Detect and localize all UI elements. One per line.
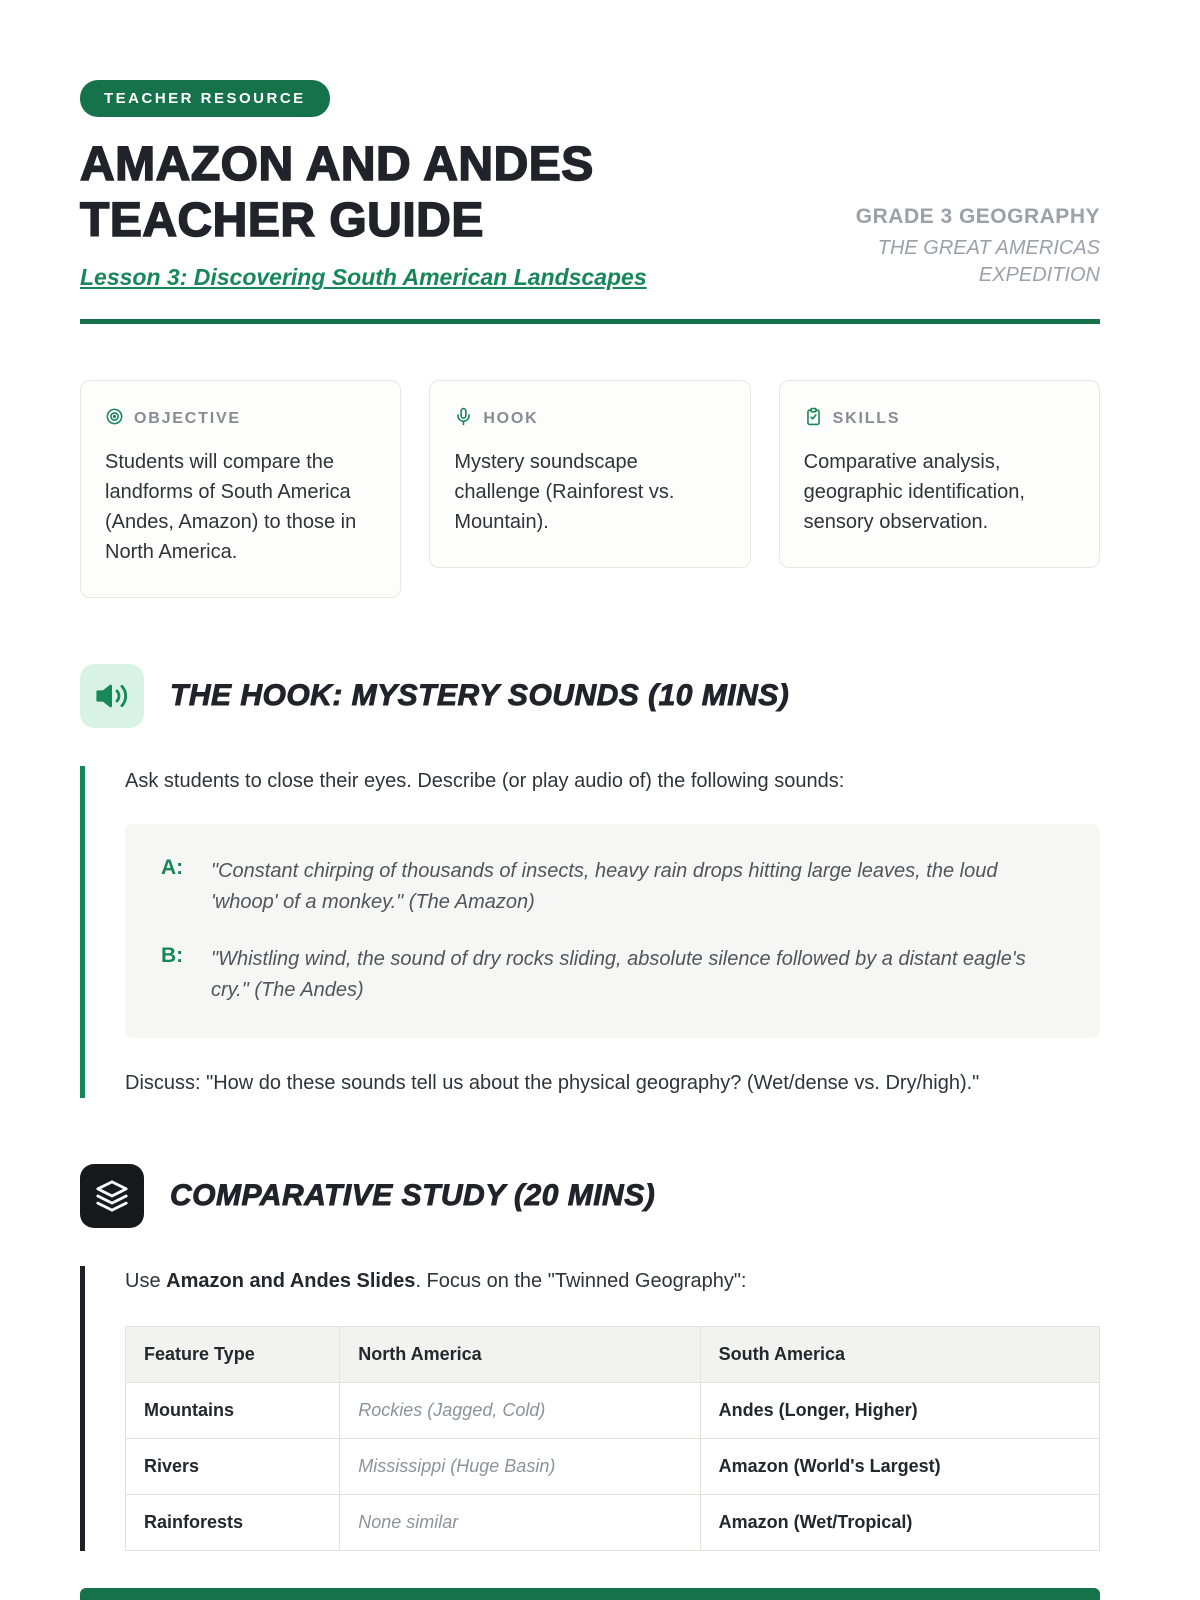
cell-rainforests-north: None similar	[340, 1495, 700, 1551]
document-header	[80, 80, 1100, 324]
hook-card-header	[454, 407, 725, 431]
column-header-feature-type: Feature Type	[126, 1327, 340, 1383]
lesson-subtitle-link[interactable]: Lesson 3: Discovering South American Landscapes	[80, 264, 647, 291]
sound-item-a	[161, 856, 1064, 918]
objective-card-title: OBJECTIVE	[134, 410, 241, 428]
skills-card	[779, 380, 1100, 568]
page-title-line2: TEACHER GUIDE	[80, 193, 484, 247]
comparative-intro-bold: Amazon and Andes Slides	[166, 1270, 416, 1293]
comparative-section-header	[80, 1164, 1100, 1228]
cell-mountains-north: Rockies (Jagged, Cold)	[340, 1383, 700, 1439]
column-header-south-america: South America	[700, 1327, 1099, 1383]
hook-section-block	[80, 766, 1100, 1098]
next-section-bar	[80, 1588, 1100, 1600]
skills-card-body: Comparative analysis, geographic identification, sensory observation.	[803, 451, 1025, 534]
cell-rainforests-feature: Rainforests	[126, 1495, 340, 1551]
course-meta-title: GRADE 3 GEOGRAPHY	[855, 205, 1100, 229]
page-title-line1: AMAZON AND ANDES	[80, 138, 594, 191]
mic-icon	[454, 407, 473, 431]
objective-card	[80, 380, 401, 598]
mystery-sounds-box	[125, 824, 1100, 1038]
comparative-intro-prefix: Use	[125, 1270, 167, 1293]
hook-intro-text: Ask students to close their eyes. Describe (or play audio of) the following sounds:	[125, 770, 845, 793]
comparative-section-block	[80, 1266, 1100, 1551]
sound-text-a: "Constant chirping of thousands of insects, heavy rain drops hitting large leaves, the loud 'whoop' of a monkey." (The Amazon)	[211, 860, 998, 914]
sound-text-b: "Whistling wind, the sound of dry rocks sliding, absolute silence followed by a distant eagle's cry." (The Andes)	[211, 948, 1026, 1002]
cell-rivers-north: Mississippi (Huge Basin)	[340, 1439, 700, 1495]
comparative-section-title: COMPARATIVE STUDY (20 MINS)	[170, 1179, 656, 1213]
course-meta	[856, 205, 1100, 291]
page-title	[80, 137, 647, 248]
hook-section-title: THE HOOK: MYSTERY SOUNDS (10 MINS)	[170, 679, 790, 713]
skills-card-header	[804, 407, 1075, 431]
table-row	[126, 1495, 1100, 1551]
table-row	[126, 1439, 1100, 1495]
title-block	[80, 137, 647, 291]
sound-label-a: A:	[161, 856, 184, 880]
column-header-north-america: North America	[340, 1327, 700, 1383]
hook-section-header	[80, 664, 1100, 728]
course-meta-subtitle: THE GREAT AMERICAS EXPEDITION	[877, 237, 1100, 287]
cell-rainforests-south: Amazon (Wet/Tropical)	[700, 1495, 1099, 1551]
geography-comparison-table	[125, 1326, 1100, 1551]
sound-item-b	[161, 944, 1064, 1006]
objective-card-body: Students will compare the landforms of South America (Andes, Amazon) to those in North America.	[105, 451, 357, 564]
cell-mountains-south: Andes (Longer, Higher)	[700, 1383, 1099, 1439]
table-header-row	[126, 1327, 1100, 1383]
hook-card-title: HOOK	[483, 410, 539, 428]
info-cards	[80, 380, 1100, 598]
hook-card	[429, 380, 750, 568]
teacher-resource-badge: TEACHER RESOURCE	[80, 80, 330, 117]
hook-card-body: Mystery soundscape challenge (Rainforest vs. Mountain).	[454, 451, 675, 534]
cell-mountains-feature: Mountains	[126, 1383, 340, 1439]
sound-label-b: B:	[161, 944, 184, 968]
speaker-icon	[80, 664, 144, 728]
table-row	[126, 1383, 1100, 1439]
comparative-intro-suffix: . Focus on the "Twinned Geography":	[415, 1270, 747, 1293]
clipboard-icon	[804, 407, 823, 431]
header-divider	[80, 319, 1100, 324]
cell-rivers-feature: Rivers	[126, 1439, 340, 1495]
comparative-intro-text	[125, 1266, 1100, 1296]
skills-card-title: SKILLS	[832, 410, 901, 428]
cell-rivers-south: Amazon (World's Largest)	[700, 1439, 1099, 1495]
target-icon	[105, 407, 124, 431]
layers-icon	[80, 1164, 144, 1228]
discuss-text: Discuss: "How do these sounds tell us about the physical geography? (Wet/dense vs. Dry/high)."	[125, 1072, 980, 1095]
objective-card-header	[105, 407, 376, 431]
